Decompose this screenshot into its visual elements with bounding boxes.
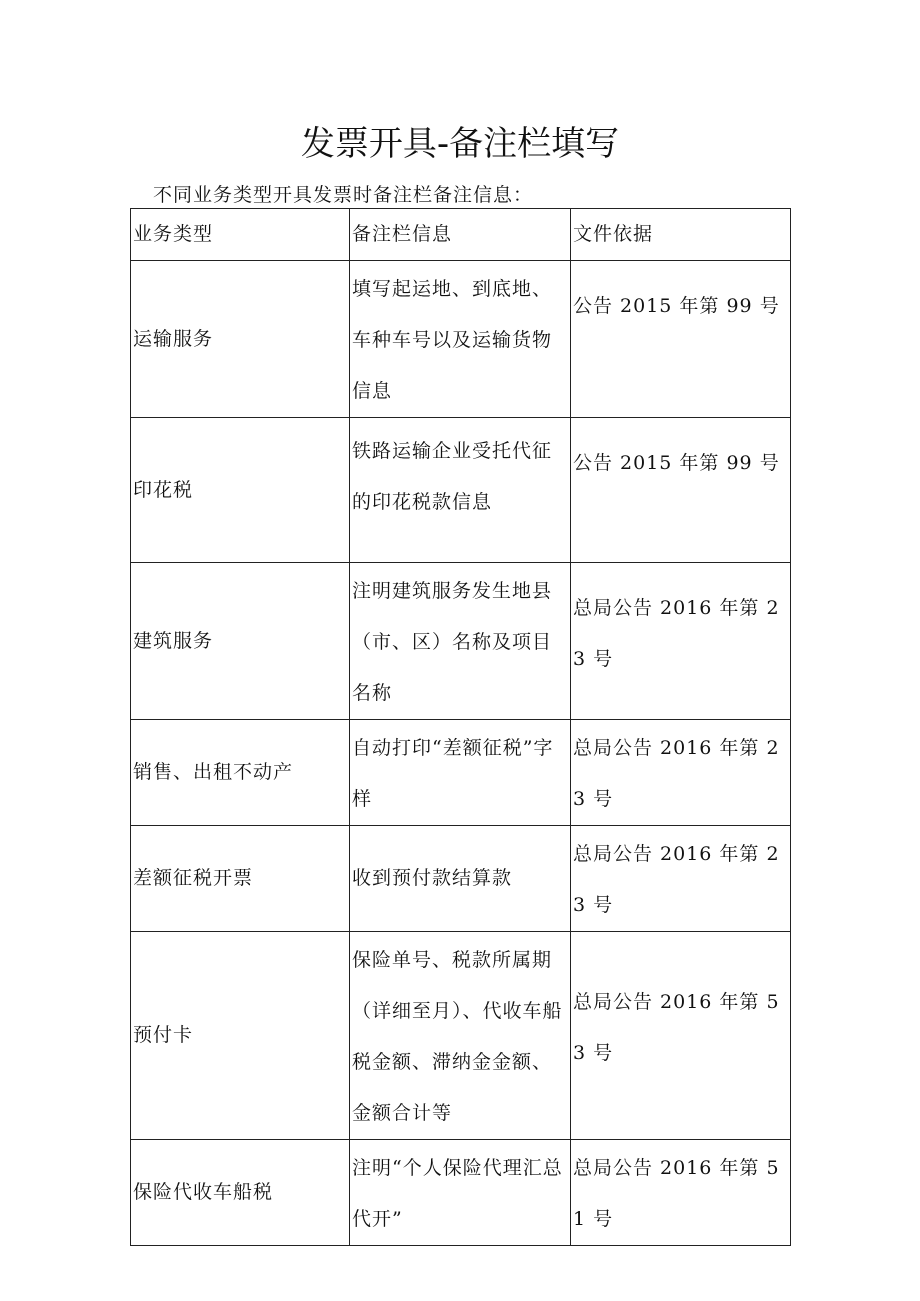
cell-type: 保险代收车船税 [131,1140,350,1246]
cell-basis: 公告 2015 年第 99 号 [571,418,791,563]
header-cell-basis: 文件依据 [571,209,791,261]
cell-type: 预付卡 [131,932,350,1140]
cell-remark: 自动打印“差额征税”字样 [350,720,571,826]
cell-remark: 注明“个人保险代理汇总代开” [350,1140,571,1246]
table-row [131,720,791,826]
cell-remark: 填写起运地、到底地、车种车号以及运输货物信息 [350,261,571,418]
table-row [131,563,791,720]
cell-basis: 总局公告 2016 年第 23 号 [571,563,791,720]
cell-remark: 保险单号、税款所属期（详细至月）、代收车船税金额、滞纳金金额、金额合计等 [350,932,571,1140]
cell-type: 差额征税开票 [131,826,350,932]
cell-remark: 铁路运输企业受托代征的印花税款信息 [350,418,571,563]
cell-type: 销售、出租不动产 [131,720,350,826]
table-row [131,932,791,1140]
header-cell-type: 业务类型 [131,209,350,261]
table-header-row [131,209,791,261]
table-row [131,261,791,418]
remark-table [130,208,791,1246]
table-row [131,418,791,563]
cell-basis: 总局公告 2016 年第 53 号 [571,932,791,1140]
cell-basis: 公告 2015 年第 99 号 [571,261,791,418]
cell-basis: 总局公告 2016 年第 51 号 [571,1140,791,1246]
cell-type: 印花税 [131,418,350,563]
cell-type: 建筑服务 [131,563,350,720]
cell-basis: 总局公告 2016 年第 23 号 [571,720,791,826]
cell-remark: 注明建筑服务发生地县（市、区）名称及项目名称 [350,563,571,720]
table-row [131,826,791,932]
cell-basis: 总局公告 2016 年第 23 号 [571,826,791,932]
intro-text: 不同业务类型开具发票时备注栏备注信息： [153,184,534,206]
header-cell-remark: 备注栏信息 [350,209,571,261]
document-title: 发票开具-备注栏填写 [300,124,620,164]
cell-type: 运输服务 [131,261,350,418]
cell-remark: 收到预付款结算款 [350,826,571,932]
table-row [131,1140,791,1246]
